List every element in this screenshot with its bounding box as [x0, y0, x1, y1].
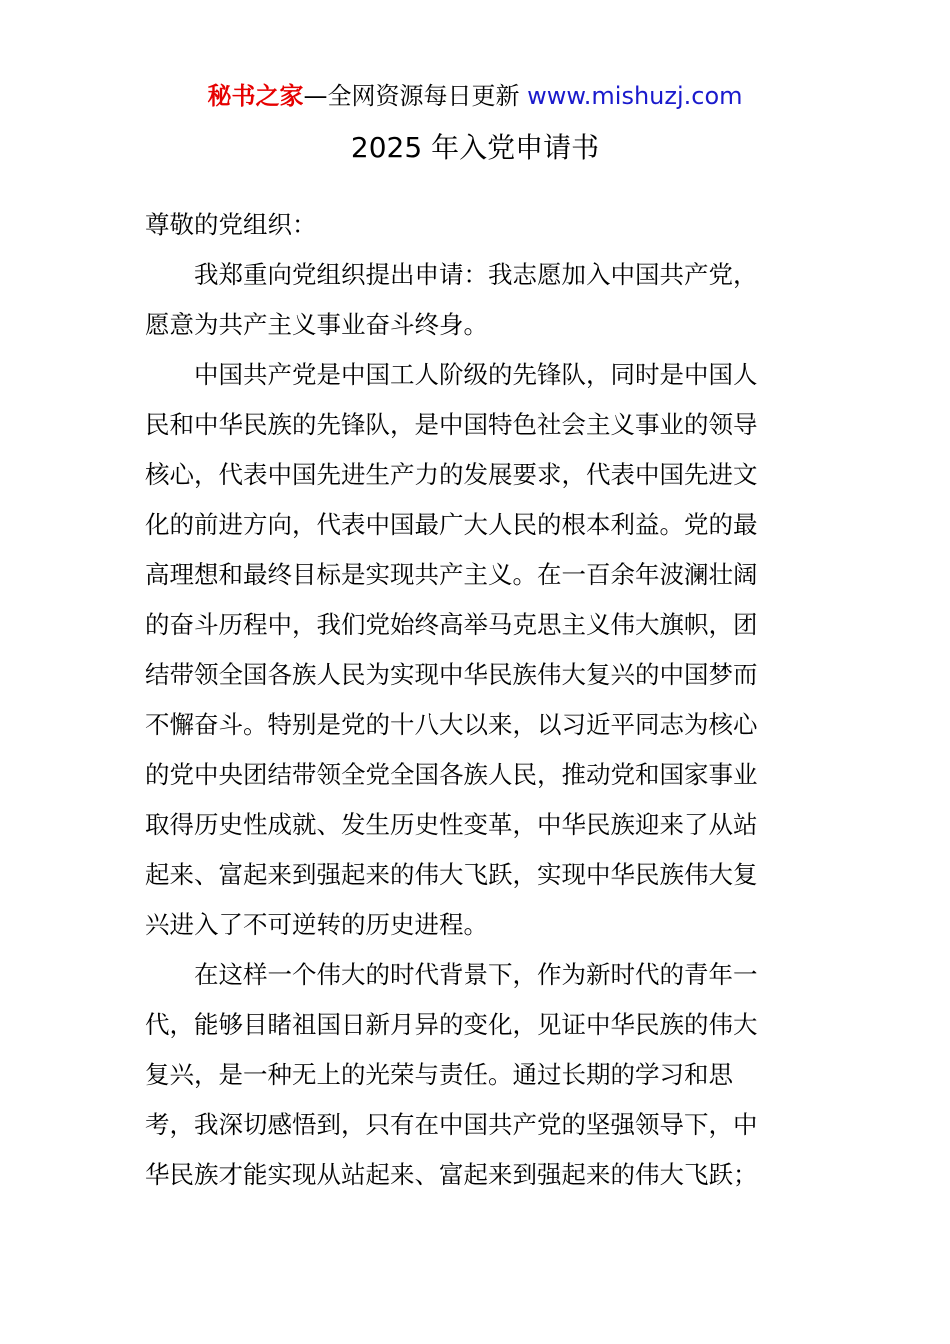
paragraph-line: 考，我深切感悟到，只有在中国共产党的坚强领导下，中 — [145, 1110, 758, 1139]
paragraph-line: 复兴，是一种无上的光荣与责任。通过长期的学习和思 — [145, 1060, 733, 1089]
document-body — [145, 200, 810, 1200]
paragraph-line: 化的前进方向，代表中国最广大人民的根本利益。党的最 — [145, 510, 758, 539]
site-url: www.mishuzj.com — [527, 82, 743, 110]
document-title: 2025 年入党申请书 — [350, 131, 600, 164]
paragraph-line: 华民族才能实现从站起来、富起来到强起来的伟大飞跃； — [145, 1160, 758, 1189]
paragraph-line: 高理想和最终目标是实现共产主义。在一百余年波澜壮阔 — [145, 560, 758, 589]
paragraph-line: 的奋斗历程中，我们党始终高举马克思主义伟大旗帜，团 — [145, 610, 758, 639]
paragraph-line: 结带领全国各族人民为实现中华民族伟大复兴的中国梦而 — [145, 660, 758, 689]
paragraph-line: 核心，代表中国先进生产力的发展要求，代表中国先进文 — [145, 460, 758, 489]
header-tagline: —全网资源每日更新 — [303, 82, 528, 110]
paragraph — [145, 950, 810, 1200]
paragraph-line: 愿意为共产主义事业奋斗终身。 — [145, 310, 488, 339]
paragraph — [145, 350, 810, 950]
paragraph-line: 取得历史性成就、发生历史性变革，中华民族迎来了从站 — [145, 810, 758, 839]
paragraph-line: 代，能够目睹祖国日新月异的变化，见证中华民族的伟大 — [145, 1010, 758, 1039]
site-header — [0, 78, 950, 114]
paragraph-line: 在这样一个伟大的时代背景下，作为新时代的青年一 — [194, 960, 758, 989]
paragraph-line: 我郑重向党组织提出申请：我志愿加入中国共产党， — [194, 260, 758, 289]
paragraph-line: 起来、富起来到强起来的伟大飞跃，实现中华民族伟大复 — [145, 860, 758, 889]
salutation: 尊敬的党组织： — [145, 210, 317, 239]
brand-name: 秘书之家 — [207, 82, 304, 110]
paragraph-line: 民和中华民族的先锋队，是中国特色社会主义事业的领导 — [145, 410, 758, 439]
paragraph-line: 兴进入了不可逆转的历史进程。 — [145, 910, 488, 939]
paragraph-line: 中国共产党是中国工人阶级的先锋队，同时是中国人 — [194, 360, 758, 389]
paragraph-line: 不懈奋斗。特别是党的十八大以来，以习近平同志为核心 — [145, 710, 758, 739]
paragraph — [145, 250, 810, 350]
paragraph-line: 的党中央团结带领全党全国各族人民，推动党和国家事业 — [145, 760, 758, 789]
